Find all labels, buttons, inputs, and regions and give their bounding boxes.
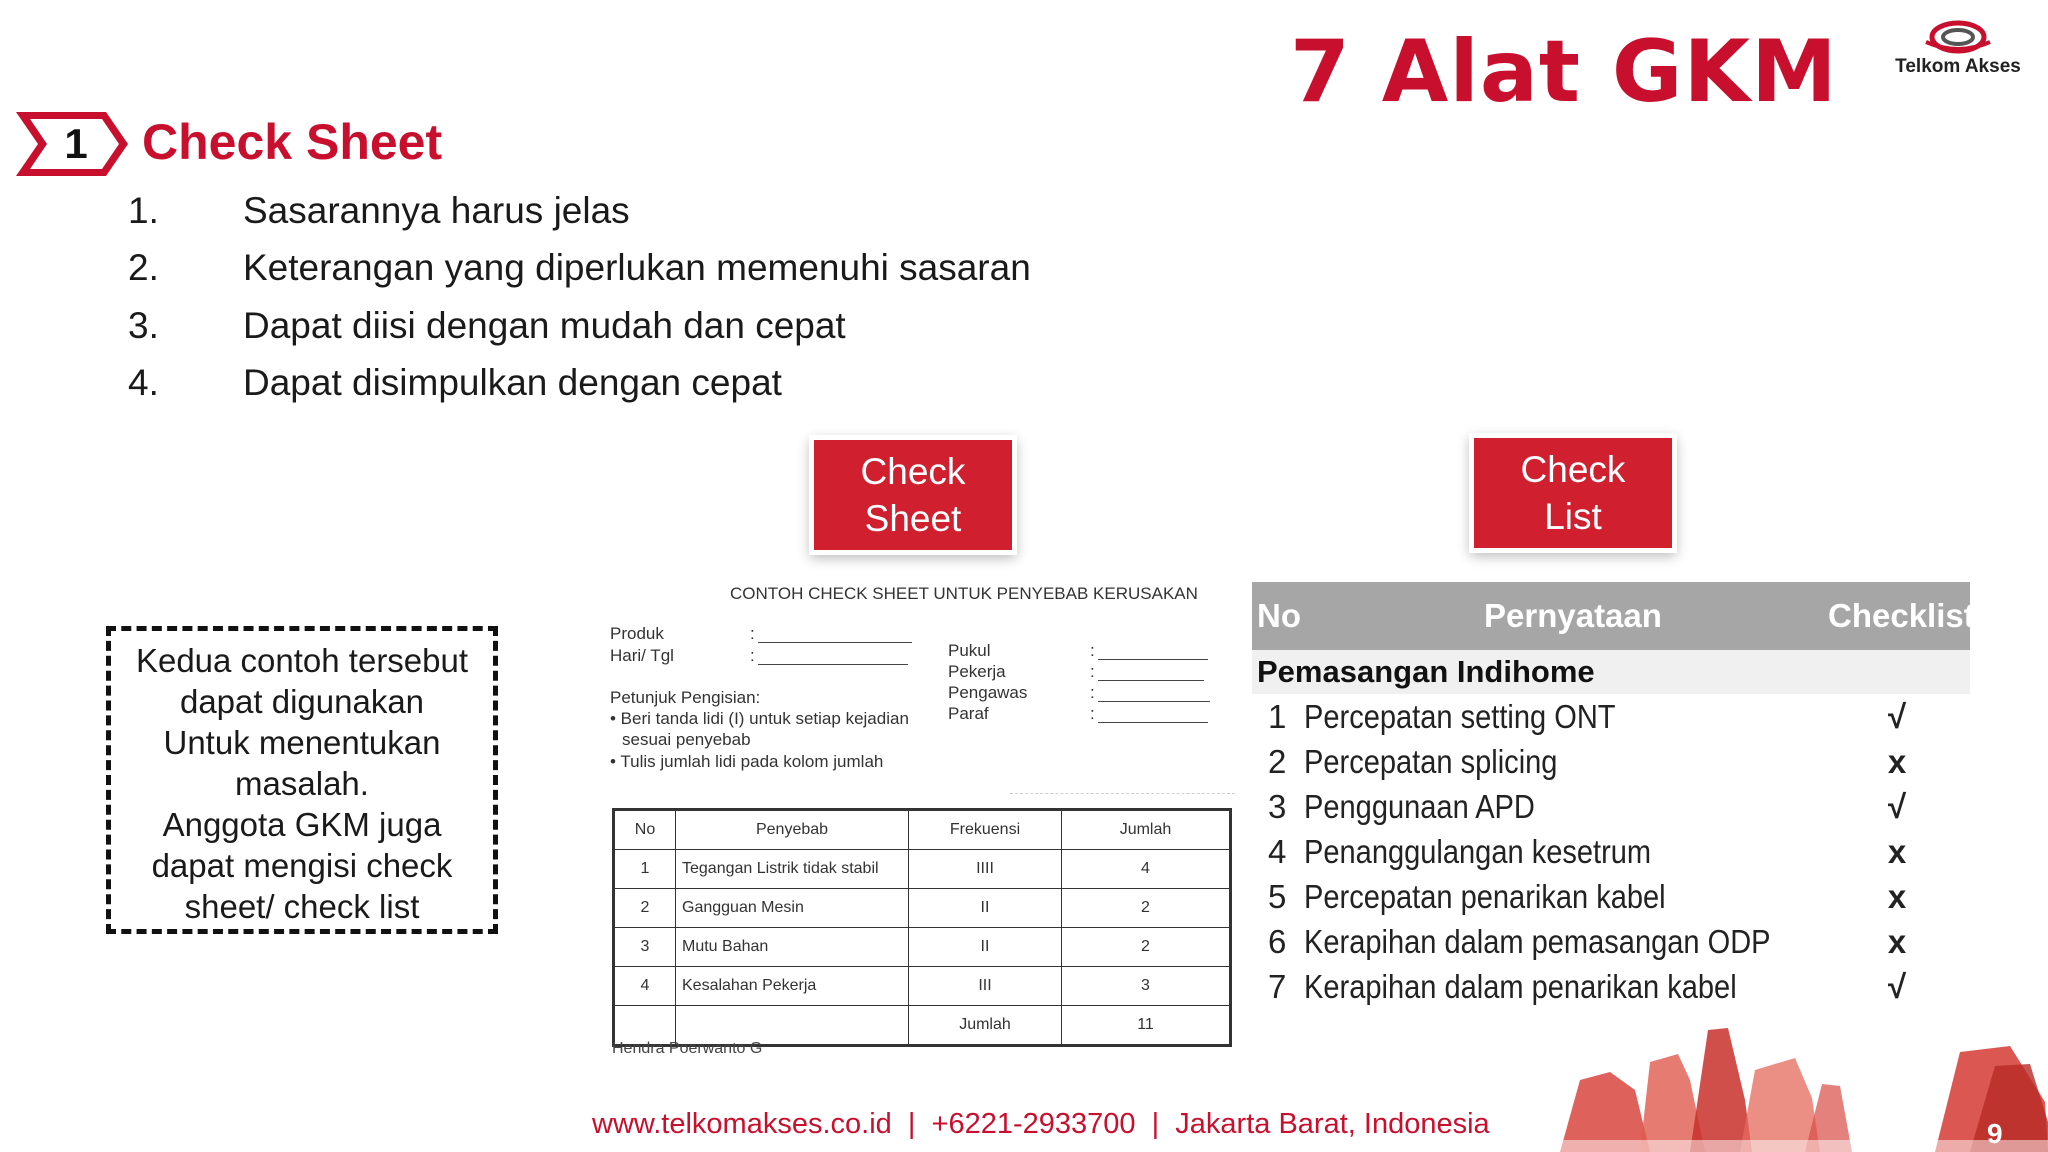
city-skyline-illustration-icon <box>1540 1010 2048 1152</box>
list-text: Dapat disimpulkan dengan cepat <box>243 362 782 404</box>
instructions-title: Petunjuk Pengisian: <box>610 688 761 707</box>
table-cell: IIII <box>909 850 1062 889</box>
field-line <box>758 642 912 643</box>
row-number: 1 <box>1268 698 1287 735</box>
row-number: 3 <box>1268 788 1287 825</box>
list-number: 1. <box>128 189 159 231</box>
table-cell: 4 <box>1062 850 1231 889</box>
field-label: Hari/ Tgl <box>610 646 674 665</box>
list-item <box>128 182 1031 240</box>
table-row <box>1252 829 1970 874</box>
total-value: 11 <box>1062 1006 1231 1046</box>
row-statement: Percepatan penarikan kabel <box>1304 878 1666 915</box>
slide-title: 7 Alat GKM <box>1290 22 1838 122</box>
row-checkmark: x <box>1887 878 1907 915</box>
note-line: sheet/ check list <box>184 888 420 925</box>
check-list-table <box>1252 582 1975 1009</box>
group-row: Pemasangan Indihome <box>1252 650 1970 694</box>
table-row <box>1252 874 1970 919</box>
field-label: Paraf <box>948 704 989 723</box>
table-cell: 2 <box>1062 889 1231 928</box>
row-number: 5 <box>1268 878 1287 915</box>
table-row <box>614 850 1231 889</box>
field-label: Pukul <box>948 641 991 660</box>
table-row <box>614 889 1231 928</box>
field-label: Pekerja <box>948 662 1006 681</box>
row-statement: Kerapihan dalam pemasangan ODP <box>1304 923 1771 960</box>
table-cell: II <box>909 889 1062 928</box>
list-number: 3. <box>128 304 159 346</box>
instruction-line: sesuai penyebab <box>622 730 751 749</box>
instruction-line: • Beri tanda lidi (I) untuk setiap kejadian <box>610 709 909 728</box>
total-label: Jumlah <box>909 1006 1062 1046</box>
field-line <box>1098 701 1210 702</box>
list-number: 2. <box>128 247 159 289</box>
column-header: Frekuensi <box>909 810 1062 850</box>
list-text: Sasarannya harus jelas <box>243 189 630 231</box>
row-checkmark: x <box>1887 923 1907 960</box>
label-line: Check <box>1520 449 1626 490</box>
row-number: 6 <box>1268 923 1287 960</box>
table-cell: 4 <box>614 967 676 1006</box>
list-text: Dapat diisi dengan mudah dan cepat <box>243 304 846 346</box>
footer-contact: www.telkomakses.co.id | +6221-2933700 | Jakarta Barat, Indonesia <box>592 1108 1490 1140</box>
column-header: Jumlah <box>1062 810 1231 850</box>
table-cell: Kesalahan Pekerja <box>676 967 909 1006</box>
row-checkmark: √ <box>1887 698 1907 735</box>
field-label: Pengawas <box>948 683 1028 702</box>
check-sheet-form-title: CONTOH CHECK SHEET UNTUK PENYEBAB KERUSAKAN <box>730 584 1198 603</box>
table-cell: 3 <box>614 928 676 967</box>
row-statement: Percepatan splicing <box>1304 743 1558 780</box>
field-line <box>1098 722 1208 723</box>
column-header: No <box>614 810 676 850</box>
table-row <box>1252 739 1970 784</box>
list-item <box>128 355 1031 413</box>
note-line: dapat mengisi check <box>151 847 453 884</box>
label-line: Sheet <box>864 498 962 539</box>
row-statement: Kerapihan dalam penarikan kabel <box>1304 968 1737 1005</box>
check-list-label <box>1474 438 1672 548</box>
table-header-row <box>614 810 1231 850</box>
note-box <box>106 626 498 934</box>
table-cell: 2 <box>614 889 676 928</box>
table-row <box>1252 964 1970 1009</box>
section-title: Check Sheet <box>142 114 443 170</box>
row-number: 7 <box>1268 968 1287 1005</box>
list-item <box>128 240 1031 298</box>
table-row <box>1252 694 1970 739</box>
note-line: dapat digunakan <box>179 683 425 720</box>
form-author: Hendra Poerwanto G <box>612 1040 763 1057</box>
table-cell: Tegangan Listrik tidak stabil <box>676 850 909 889</box>
field-line <box>1098 659 1208 660</box>
field-line <box>1098 680 1204 681</box>
list-number: 4. <box>128 362 159 404</box>
field-colon: : <box>1090 662 1095 681</box>
table-cell: Gangguan Mesin <box>676 889 909 928</box>
field-colon: : <box>1090 641 1095 660</box>
column-header: Checklist <box>1828 597 1975 634</box>
instruction-line: • Tulis jumlah lidi pada kolom jumlah <box>610 752 884 771</box>
table-cell: 3 <box>1062 967 1231 1006</box>
table-cell: 1 <box>614 850 676 889</box>
row-statement: Percepatan setting ONT <box>1304 698 1616 735</box>
column-header: Penyebab <box>676 810 909 850</box>
row-statement: Penggunaan APD <box>1304 788 1535 825</box>
field-line <box>758 664 908 665</box>
check-sheet-table <box>612 808 1232 1047</box>
column-header: Pernyataan <box>1484 597 1662 634</box>
table-row <box>614 928 1231 967</box>
divider <box>1010 793 1235 794</box>
page-number: 9 <box>1987 1118 2003 1149</box>
row-number: 4 <box>1268 833 1287 870</box>
row-checkmark: √ <box>1887 968 1907 1005</box>
row-number: 2 <box>1268 743 1287 780</box>
field-label: Produk <box>610 624 664 643</box>
field-colon: : <box>1090 704 1095 723</box>
list-text: Keterangan yang diperlukan memenuhi sasaran <box>243 247 1031 289</box>
logo-ring-icon <box>1868 16 2048 60</box>
field-colon: : <box>750 624 755 643</box>
table-cell: II <box>909 928 1062 967</box>
section-number: 1 <box>64 120 88 167</box>
table-header-row <box>1252 582 1975 650</box>
table-cell: III <box>909 967 1062 1006</box>
column-header: No <box>1257 597 1301 634</box>
check-sheet-label <box>814 440 1012 550</box>
section-number-chevron-icon <box>14 108 132 180</box>
field-colon: : <box>1090 683 1095 702</box>
list-item <box>128 297 1031 355</box>
telkom-akses-logo <box>1868 16 2048 86</box>
table-cell: Mutu Bahan <box>676 928 909 967</box>
field-colon: : <box>750 646 755 665</box>
row-checkmark: x <box>1887 833 1907 870</box>
table-row <box>1252 919 1970 964</box>
note-line: masalah. <box>235 765 369 802</box>
row-checkmark: x <box>1887 743 1907 780</box>
label-line: List <box>1544 496 1602 537</box>
row-checkmark: √ <box>1887 788 1907 825</box>
criteria-list <box>128 182 1031 412</box>
row-statement: Penanggulangan kesetrum <box>1304 833 1652 870</box>
table-cell: 2 <box>1062 928 1231 967</box>
note-line: Untuk menentukan <box>163 724 441 761</box>
note-line: Anggota GKM juga <box>162 806 442 843</box>
logo-text: Telkom Akses <box>1895 56 2021 77</box>
table-row <box>1252 784 1970 829</box>
label-line: Check <box>860 451 966 492</box>
table-row <box>614 967 1231 1006</box>
note-line: Kedua contoh tersebut <box>135 642 469 679</box>
